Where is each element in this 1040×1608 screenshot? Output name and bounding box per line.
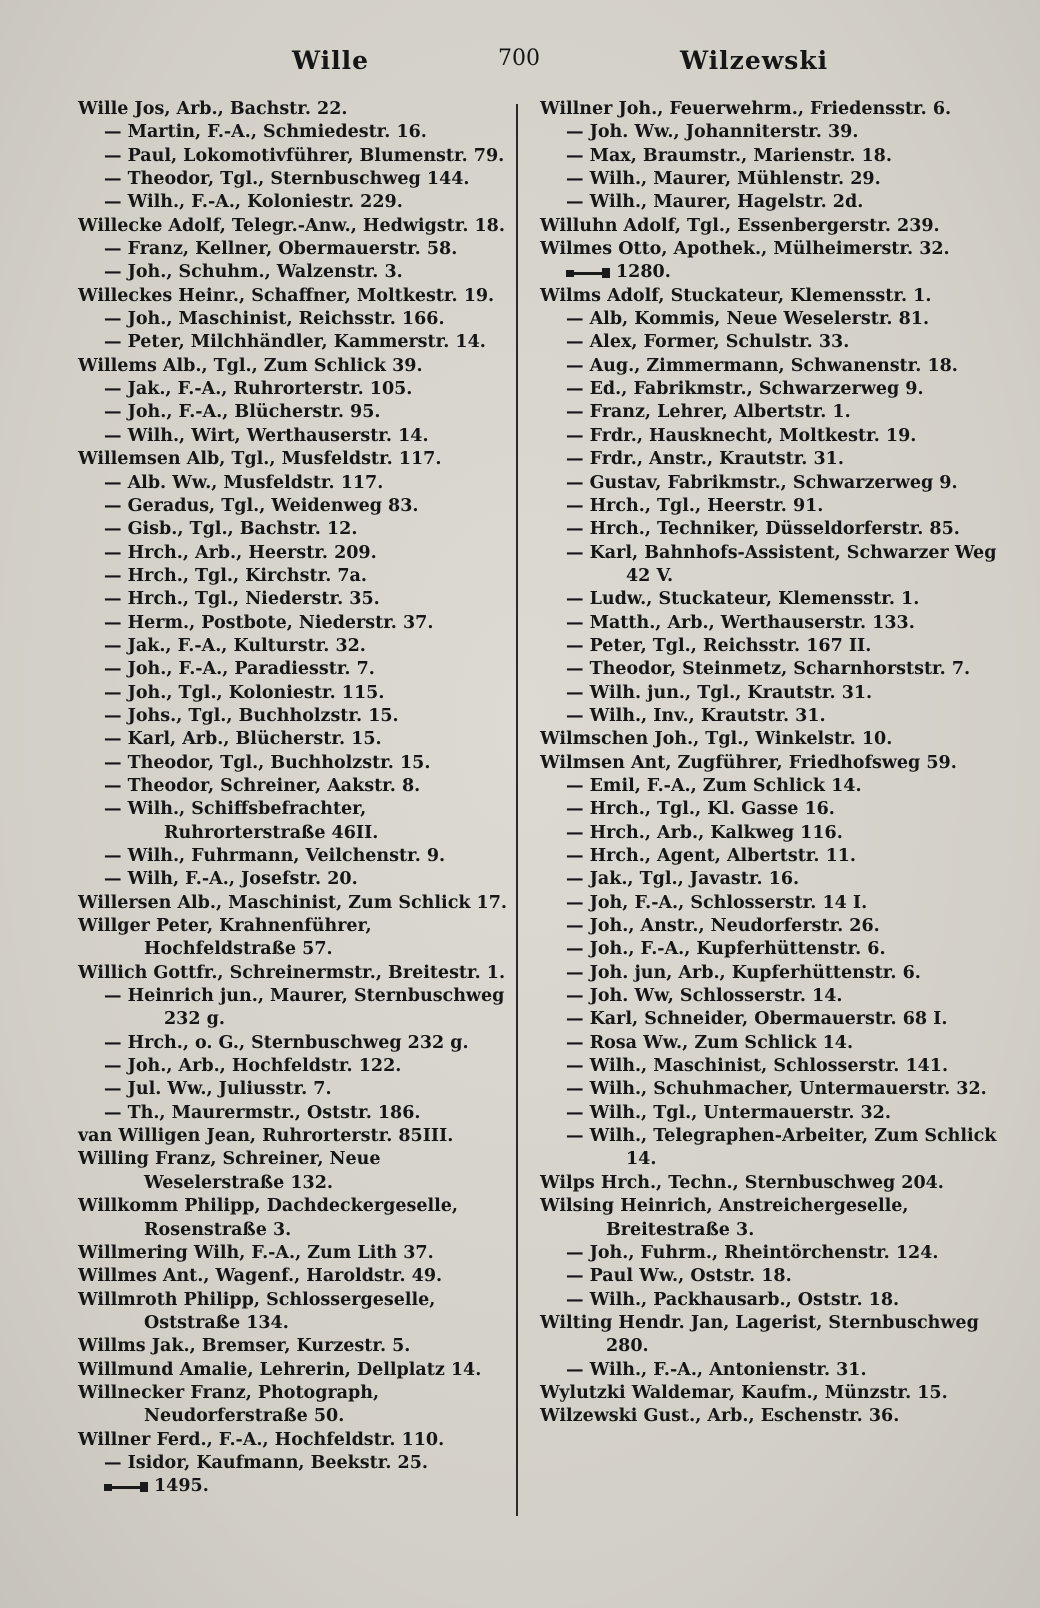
directory-entry: — Gustav, Fabrikmstr., Schwarzerweg 9.	[566, 472, 958, 493]
directory-entry: — Karl, Schneider, Obermauerstr. 68 I.	[566, 1009, 948, 1030]
directory-entry: — Franz, Lehrer, Albertstr. 1.	[566, 402, 851, 423]
directory-entry: Wilzewski Gust., Arb., Eschenstr. 36.	[540, 1406, 900, 1427]
directory-entry: — Joh., Fuhrm., Rheintörchenstr. 124.	[566, 1242, 939, 1263]
directory-entry: — Paul Ww., Oststr. 18.	[566, 1266, 792, 1287]
directory-entry: — Wilh, F.-A., Josefstr. 20.	[104, 869, 358, 890]
directory-entry: Wilms Adolf, Stuckateur, Klemensstr. 1.	[540, 285, 932, 306]
directory-entry: Willmroth Philipp, Schlossergeselle, Oststraße 134.	[78, 1289, 436, 1333]
directory-entry: — Hrch., Arb., Kalkweg 116.	[566, 822, 843, 843]
directory-entry: — Joh. Ww., Johanniterstr. 39.	[566, 122, 859, 143]
directory-entry: — Hrch., Tgl., Kl. Gasse 16.	[566, 799, 835, 820]
directory-entry: Willersen Alb., Maschinist, Zum Schlick 17.	[78, 892, 508, 913]
directory-entry: Wylutzki Waldemar, Kaufm., Münzstr. 15.	[540, 1382, 948, 1403]
directory-entry: — Wilh., Maurer, Hagelstr. 2d.	[566, 192, 864, 213]
directory-entry: — Martin, F.-A., Schmiedestr. 16.	[104, 122, 427, 143]
directory-entry: — Joh., F.-A., Blücherstr. 95.	[104, 402, 381, 423]
directory-entry: Willkomm Philipp, Dachdeckergeselle, Rosenstraße 3.	[78, 1196, 458, 1240]
telephone-icon	[104, 1481, 148, 1493]
directory-entry: Willecke Adolf, Telegr.-Anw., Hedwigstr. 18.	[78, 215, 505, 236]
directory-entry: — Theodor, Tgl., Sternbuschweg 144.	[104, 169, 470, 190]
directory-entry: — Joh, F.-A., Schlosserstr. 14 I.	[566, 892, 868, 913]
directory-entry: — Wilh., F.-A., Koloniestr. 229.	[104, 192, 403, 213]
directory-entry: — Peter, Milchhändler, Kammerstr. 14.	[104, 332, 486, 353]
directory-entry: — Theodor, Tgl., Buchholzstr. 15.	[104, 752, 431, 773]
directory-entry: — Wilh., Inv., Krautstr. 31.	[566, 705, 826, 726]
directory-entry: — Joh., Tgl., Koloniestr. 115.	[104, 682, 385, 703]
directory-entry: — Paul, Lokomotivführer, Blumenstr. 79.	[104, 145, 505, 166]
directory-entry: — Joh., Schuhm., Walzenstr. 3.	[104, 262, 403, 283]
directory-entry: — Wilh., Wirt, Werthauserstr. 14.	[104, 425, 429, 446]
directory-entry: — Hrch., Arb., Heerstr. 209.	[104, 542, 377, 563]
directory-entry: — Matth., Arb., Werthauserstr. 133.	[566, 612, 915, 633]
directory-entry: — Theodor, Schreiner, Aakstr. 8.	[104, 775, 421, 796]
directory-entry: Willmes Ant., Wagenf., Haroldstr. 49.	[78, 1266, 443, 1287]
directory-entry: — Joh., F.-A., Kupferhüttenstr. 6.	[566, 939, 886, 960]
directory-entry: — Wilh., F.-A., Antonienstr. 31.	[566, 1359, 867, 1380]
directory-entry: Wilsing Heinrich, Anstreichergeselle, Breitestraße 3.	[540, 1196, 909, 1240]
directory-entry: Willmund Amalie, Lehrerin, Dellplatz 14.	[78, 1359, 482, 1380]
directory-entry: — Alb, Kommis, Neue Weselerstr. 81.	[566, 309, 930, 330]
directory-entry: — Wilh., Fuhrmann, Veilchenstr. 9.	[104, 846, 446, 866]
directory-entry: — Hrch., Agent, Albertstr. 11.	[566, 846, 857, 866]
directory-entry: — Jak., F.-A., Ruhrorterstr. 105.	[104, 379, 413, 400]
directory-entry: — Hrch., Tgl., Heerstr. 91.	[566, 495, 824, 516]
directory-entry: — Wilh., Maschinist, Schlosserstr. 141.	[566, 1056, 949, 1077]
directory-entry: — Wilh., Schuhmacher, Untermauerstr. 32.	[566, 1079, 987, 1100]
directory-entry: — Wilh., Telegraphen-Arbeiter, Zum Schlick 14.	[566, 1126, 997, 1170]
telephone-number: 1280.	[616, 262, 671, 283]
directory-entry: — Emil, F.-A., Zum Schlick 14.	[566, 775, 862, 796]
right-column	[540, 98, 1018, 1429]
telephone-icon	[566, 267, 610, 279]
directory-entry: Willner Joh., Feuerwehrm., Friedensstr. 6.	[540, 99, 952, 119]
directory-entry: — Herm., Postbote, Niederstr. 37.	[104, 612, 434, 633]
directory-entry: — Jak., F.-A., Kulturstr. 32.	[104, 635, 366, 656]
column-divider	[516, 104, 518, 1516]
directory-entry: Wilmschen Joh., Tgl., Winkelstr. 10.	[540, 729, 893, 750]
directory-entry: Willnecker Franz, Photograph, Neudorferstraße 50.	[78, 1382, 380, 1427]
directory-entry: — Ludw., Stuckateur, Klemensstr. 1.	[566, 589, 920, 610]
directory-entry: Willmering Wilh, F.-A., Zum Lith 37.	[78, 1242, 434, 1263]
directory-entry: — Hrch., Tgl., Niederstr. 35.	[104, 589, 380, 610]
directory-entry: — Wilh., Maurer, Mühlenstr. 29.	[566, 169, 881, 190]
directory-entry: — Joh. Ww, Schlosserstr. 14.	[566, 986, 843, 1007]
directory-entry: Willms Jak., Bremser, Kurzestr. 5.	[78, 1336, 411, 1357]
directory-entry: — Jak., Tgl., Javastr. 16.	[566, 869, 800, 890]
directory-entry: Willich Gottfr., Schreinermstr., Breitestr. 1.	[78, 962, 506, 983]
directory-entry: — Geradus, Tgl., Weidenweg 83.	[104, 495, 419, 516]
directory-entry: — Th., Maurermstr., Oststr. 186.	[104, 1102, 421, 1123]
directory-entry: — Karl, Arb., Blücherstr. 15.	[104, 729, 382, 750]
directory-entry: Wilting Hendr. Jan, Lagerist, Sternbuschweg 280.	[540, 1312, 979, 1357]
left-column	[78, 98, 510, 1499]
directory-entry: — Alex, Former, Schulstr. 33.	[566, 332, 850, 353]
page-header	[0, 46, 1040, 86]
directory-entry: — Joh., Anstr., Neudorferstr. 26.	[566, 916, 880, 937]
directory-entry: — Ed., Fabrikmstr., Schwarzerweg 9.	[566, 379, 924, 400]
directory-entry: Wilmsen Ant, Zugführer, Friedhofsweg 59.	[540, 752, 957, 773]
directory-entry: Willeckes Heinr., Schaffner, Moltkestr. 19.	[78, 285, 495, 306]
header-first-name: Wille	[292, 46, 370, 75]
page-number: 700	[498, 46, 540, 71]
telephone-number: 1495.	[154, 1476, 209, 1497]
directory-entry: — Aug., Zimmermann, Schwanenstr. 18.	[566, 355, 958, 376]
directory-entry: — Theodor, Steinmetz, Scharnhorststr. 7.	[566, 659, 971, 680]
directory-entry: — Wilh. jun., Tgl., Krautstr. 31.	[566, 682, 873, 703]
directory-entry: — Isidor, Kaufmann, Beekstr. 25.	[104, 1452, 428, 1473]
directory-entry: Willing Franz, Schreiner, Neue Weselerstraße 132.	[78, 1149, 381, 1193]
directory-entry: — Joh., F.-A., Paradiesstr. 7.	[104, 659, 375, 680]
directory-entry: — Joh., Arb., Hochfeldstr. 122.	[104, 1056, 402, 1077]
directory-entry: — Hrch., Techniker, Düsseldorferstr. 85.	[566, 519, 960, 540]
directory-entry: — Wilh., Packhausarb., Oststr. 18.	[566, 1289, 900, 1310]
directory-entry: — Johs., Tgl., Buchholzstr. 15.	[104, 705, 399, 726]
directory-entry: — Frdr., Anstr., Krautstr. 31.	[566, 449, 844, 470]
directory-entry: — Karl, Bahnhofs-Assistent, Schwarzer Weg 42 V.	[566, 542, 997, 586]
directory-entry: Willner Ferd., F.-A., Hochfeldstr. 110.	[78, 1429, 445, 1450]
header-last-name: Wilzewski	[680, 46, 829, 75]
directory-entry: Willger Peter, Krahnenführer, Hochfeldstraße 57.	[78, 916, 372, 960]
directory-entry: — Heinrich jun., Maurer, Sternbuschweg 232 g.	[104, 986, 505, 1030]
directory-entry: Willuhn Adolf, Tgl., Essenbergerstr. 239.	[540, 215, 940, 236]
directory-entry: Willems Alb., Tgl., Zum Schlick 39.	[78, 355, 423, 376]
directory-entry: — Franz, Kellner, Obermauerstr. 58.	[104, 239, 458, 260]
directory-entry: Willemsen Alb, Tgl., Musfeldstr. 117.	[78, 449, 442, 470]
directory-entry: — Alb. Ww., Musfeldstr. 117.	[104, 472, 384, 493]
directory-entry: — Joh. jun, Arb., Kupferhüttenstr. 6.	[566, 962, 921, 983]
directory-entry: — Max, Braumstr., Marienstr. 18.	[566, 145, 892, 166]
directory-entry: — Wilh., Tgl., Untermauerstr. 32.	[566, 1102, 891, 1123]
directory-entry: — Peter, Tgl., Reichsstr. 167 II.	[566, 635, 872, 656]
directory-entry: — Rosa Ww., Zum Schlick 14.	[566, 1032, 854, 1053]
directory-entry: van Willigen Jean, Ruhrorterstr. 85III.	[78, 1126, 454, 1147]
directory-entry: — Hrch., o. G., Sternbuschweg 232 g.	[104, 1032, 469, 1053]
directory-entry: Wilmes Otto, Apothek., Mülheimerstr. 32.	[540, 239, 950, 260]
directory-entry: — Jul. Ww., Juliusstr. 7.	[104, 1079, 332, 1100]
directory-entry: — Frdr., Hausknecht, Moltkestr. 19.	[566, 425, 917, 446]
directory-entry: Wille Jos, Arb., Bachstr. 22.	[78, 99, 348, 119]
telephone-line	[78, 1475, 510, 1498]
directory-entry: — Joh., Maschinist, Reichsstr. 166.	[104, 309, 445, 330]
directory-entry: — Wilh., Schiffsbefrachter, Ruhrorterstraße 46II.	[104, 799, 379, 843]
directory-entry: — Hrch., Tgl., Kirchstr. 7a.	[104, 565, 367, 586]
directory-entry: Wilps Hrch., Techn., Sternbuschweg 204.	[540, 1172, 944, 1193]
directory-entry: — Gisb., Tgl., Bachstr. 12.	[104, 519, 358, 540]
telephone-line	[540, 261, 1018, 284]
